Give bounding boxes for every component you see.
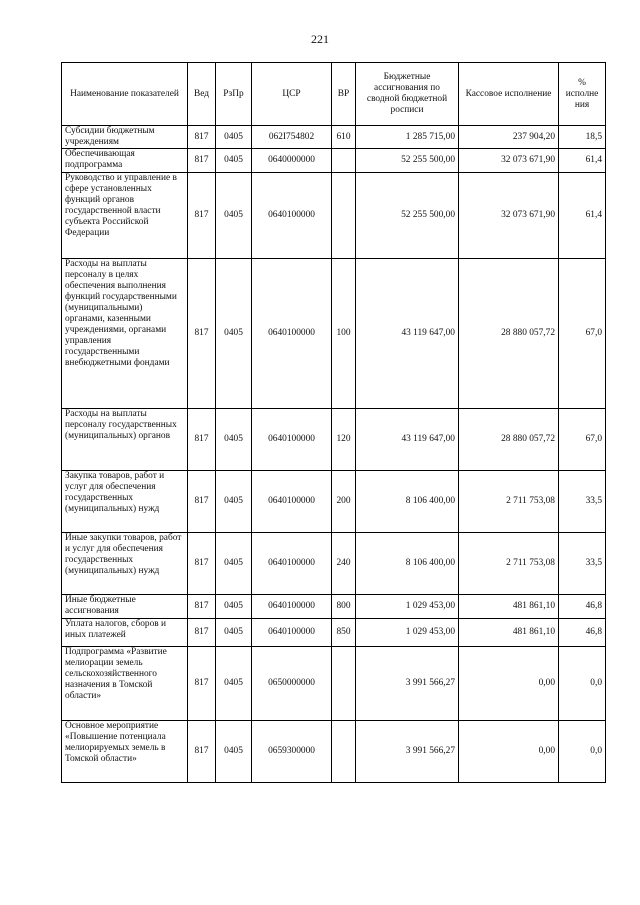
row-cash: 237 904,20 [459,126,559,149]
row-ved: 817 [188,173,216,259]
row-vr: 800 [332,595,356,619]
row-cash: 28 880 057,72 [459,259,559,409]
table-row [62,647,606,721]
table-row [62,533,606,595]
row-ved: 817 [188,259,216,409]
row-pct: 0,0 [559,647,606,721]
budget-execution-table [61,62,606,783]
table-row [62,409,606,471]
table-row [62,471,606,533]
row-pct: 67,0 [559,409,606,471]
row-vr [332,149,356,173]
row-csr: 0659300000 [252,721,332,783]
row-assign: 52 255 500,00 [356,149,459,173]
row-assign: 3 991 566,27 [356,721,459,783]
row-assign: 1 285 715,00 [356,126,459,149]
row-rzpr: 0405 [216,533,252,595]
row-ved: 817 [188,149,216,173]
row-cash: 481 861,10 [459,619,559,647]
row-rzpr: 0405 [216,647,252,721]
row-assign: 43 119 647,00 [356,409,459,471]
header-ved: Вед [188,63,216,126]
table-row [62,619,606,647]
row-vr: 200 [332,471,356,533]
row-cash: 32 073 671,90 [459,149,559,173]
row-cash: 28 880 057,72 [459,409,559,471]
row-rzpr: 0405 [216,595,252,619]
row-rzpr: 0405 [216,471,252,533]
row-assign: 1 029 453,00 [356,619,459,647]
row-assign: 52 255 500,00 [356,173,459,259]
row-vr: 100 [332,259,356,409]
row-cash: 0,00 [459,721,559,783]
row-csr: 0640100000 [252,619,332,647]
row-ved: 817 [188,619,216,647]
row-pct: 18,5 [559,126,606,149]
row-ved: 817 [188,595,216,619]
table-row [62,173,606,259]
row-cash: 481 861,10 [459,595,559,619]
row-assign: 8 106 400,00 [356,471,459,533]
row-csr: 0640100000 [252,471,332,533]
row-vr [332,173,356,259]
row-pct: 33,5 [559,471,606,533]
row-csr: 0640100000 [252,259,332,409]
row-name: Руководство и управление в сфере установленных функций органов государственной власти субъекта Российской Федерации [62,173,188,259]
row-assign: 3 991 566,27 [356,647,459,721]
row-csr: 0650000000 [252,647,332,721]
row-name: Иные закупки товаров, работ и услуг для обеспечения государственных (муниципальных) нужд [62,533,188,595]
header-vr: ВР [332,63,356,126]
row-rzpr: 0405 [216,126,252,149]
row-assign: 8 106 400,00 [356,533,459,595]
row-rzpr: 0405 [216,173,252,259]
table-row [62,721,606,783]
row-rzpr: 0405 [216,259,252,409]
header-csr: ЦСР [252,63,332,126]
row-cash: 32 073 671,90 [459,173,559,259]
row-name: Иные бюджетные ассигнования [62,595,188,619]
row-assign: 43 119 647,00 [356,259,459,409]
table-row [62,595,606,619]
row-cash: 2 711 753,08 [459,533,559,595]
page-number: 221 [311,32,329,46]
header-budget-assignments: Бюджетные ассигнования по сводной бюджетной росписи [356,63,459,126]
row-csr: 0640100000 [252,173,332,259]
row-csr: 062I754802 [252,126,332,149]
table-header-row [62,63,606,126]
row-name: Подпрограмма «Развитие мелиорации земель сельскохозяйственного назначения в Томской области» [62,647,188,721]
header-cash-execution: Кассовое исполнение [459,63,559,126]
row-vr [332,647,356,721]
row-ved: 817 [188,471,216,533]
row-csr: 0640100000 [252,409,332,471]
row-name: Расходы на выплаты персоналу государственных (муниципальных) органов [62,409,188,471]
table-row [62,259,606,409]
row-ved: 817 [188,126,216,149]
row-vr: 240 [332,533,356,595]
row-pct: 61,4 [559,149,606,173]
row-pct: 33,5 [559,533,606,595]
header-execution-percent: % исполне ния [559,63,606,126]
row-csr: 0640000000 [252,149,332,173]
row-rzpr: 0405 [216,149,252,173]
row-csr: 0640100000 [252,595,332,619]
header-rzpr: РзПр [216,63,252,126]
row-vr: 120 [332,409,356,471]
row-rzpr: 0405 [216,409,252,471]
row-pct: 61,4 [559,173,606,259]
row-name: Основное мероприятие «Повышение потенциала мелиорируемых земель в Томской области» [62,721,188,783]
row-vr: 610 [332,126,356,149]
row-name: Субсидии бюджетным учреждениям [62,126,188,149]
row-pct: 46,8 [559,619,606,647]
table-row [62,126,606,149]
row-cash: 0,00 [459,647,559,721]
row-cash: 2 711 753,08 [459,471,559,533]
row-pct: 67,0 [559,259,606,409]
row-csr: 0640100000 [252,533,332,595]
row-ved: 817 [188,409,216,471]
row-ved: 817 [188,533,216,595]
row-name: Уплата налогов, сборов и иных платежей [62,619,188,647]
row-ved: 817 [188,647,216,721]
row-name: Расходы на выплаты персоналу в целях обеспечения выполнения функций государственными (муниципальными) органами, казенными учреждениями, органами управления государственными внебюджетными фондами [62,259,188,409]
row-rzpr: 0405 [216,721,252,783]
row-rzpr: 0405 [216,619,252,647]
row-pct: 0,0 [559,721,606,783]
row-ved: 817 [188,721,216,783]
header-name: Наименование показателей [62,63,188,126]
row-vr: 850 [332,619,356,647]
row-name: Обеспечивающая подпрограмма [62,149,188,173]
row-assign: 1 029 453,00 [356,595,459,619]
row-name: Закупка товаров, работ и услуг для обеспечения государственных (муниципальных) нужд [62,471,188,533]
row-vr [332,721,356,783]
row-pct: 46,8 [559,595,606,619]
table-row [62,149,606,173]
